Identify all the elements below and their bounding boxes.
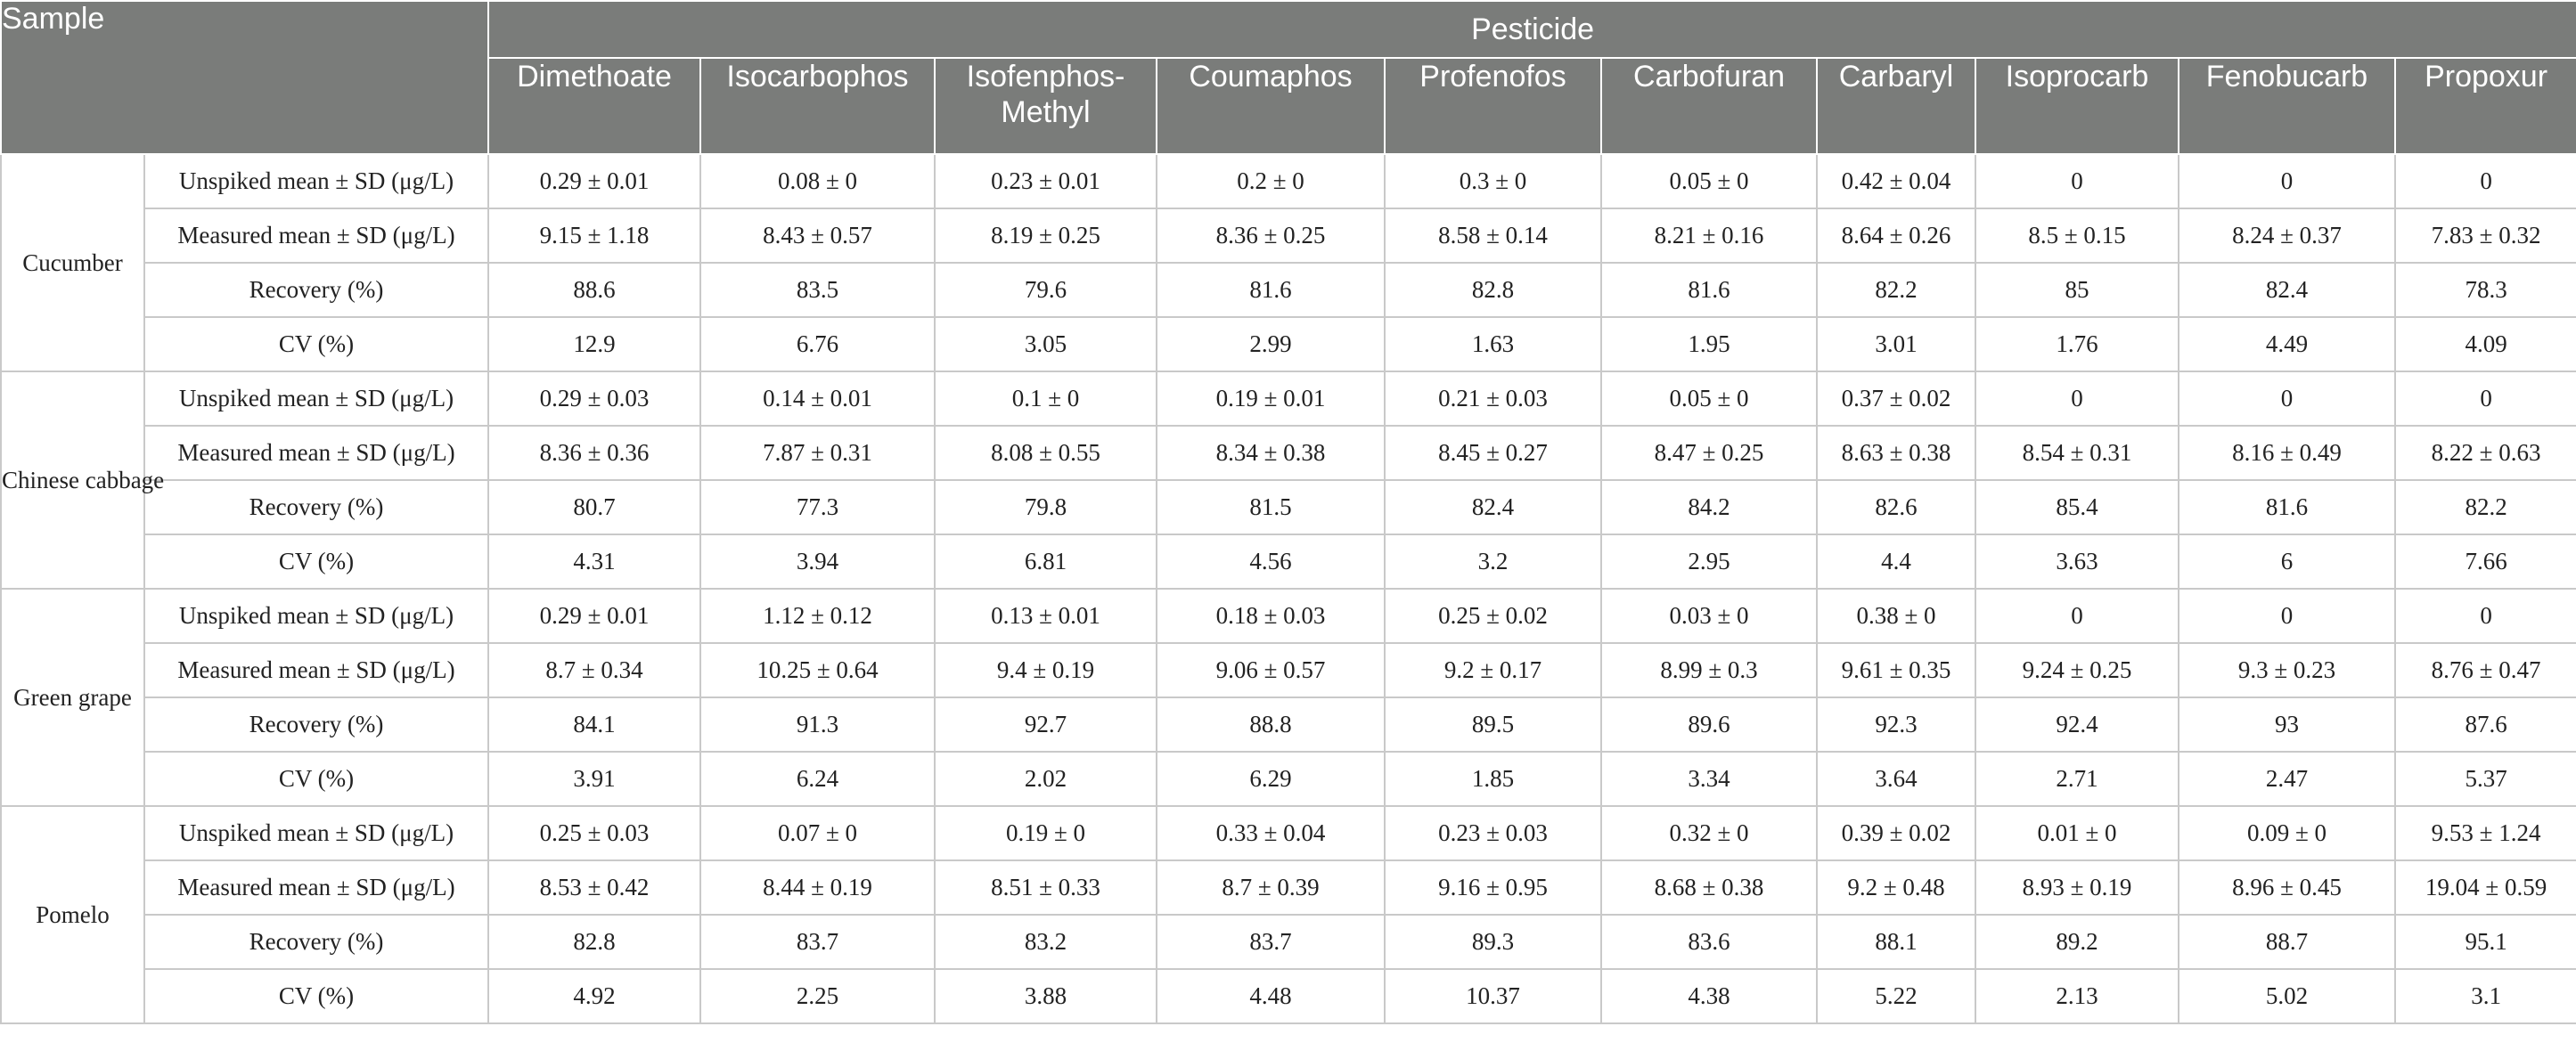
sample-name-cell: Chinese cabbage bbox=[1, 371, 144, 589]
value-cell: 82.8 bbox=[488, 915, 700, 969]
value-cell: 83.7 bbox=[1157, 915, 1385, 969]
metric-label-cell: Measured mean ± SD (μg/L) bbox=[144, 643, 488, 697]
value-cell: 8.99 ± 0.3 bbox=[1601, 643, 1817, 697]
value-cell: 0 bbox=[2179, 154, 2395, 208]
value-cell: 77.3 bbox=[700, 480, 935, 534]
value-cell: 0 bbox=[2395, 589, 2576, 643]
value-cell: 87.6 bbox=[2395, 697, 2576, 752]
value-cell: 8.36 ± 0.25 bbox=[1157, 208, 1385, 263]
value-cell: 0.25 ± 0.03 bbox=[488, 806, 700, 860]
header-row-top bbox=[1, 1, 2576, 58]
value-cell: 4.38 bbox=[1601, 969, 1817, 1023]
value-cell: 85.4 bbox=[1975, 480, 2179, 534]
value-cell: 89.5 bbox=[1385, 697, 1601, 752]
table-row bbox=[1, 208, 2576, 263]
value-cell: 8.19 ± 0.25 bbox=[935, 208, 1157, 263]
value-cell: 92.4 bbox=[1975, 697, 2179, 752]
table-row bbox=[1, 317, 2576, 371]
metric-label-cell: Measured mean ± SD (μg/L) bbox=[144, 208, 488, 263]
value-cell: 4.09 bbox=[2395, 317, 2576, 371]
value-cell: 6.24 bbox=[700, 752, 935, 806]
value-cell: 0.03 ± 0 bbox=[1601, 589, 1817, 643]
value-cell: 8.64 ± 0.26 bbox=[1817, 208, 1975, 263]
table-row bbox=[1, 697, 2576, 752]
value-cell: 9.2 ± 0.17 bbox=[1385, 643, 1601, 697]
metric-label-cell: Measured mean ± SD (μg/L) bbox=[144, 860, 488, 915]
value-cell: 1.76 bbox=[1975, 317, 2179, 371]
value-cell: 88.6 bbox=[488, 263, 700, 317]
value-cell: 8.76 ± 0.47 bbox=[2395, 643, 2576, 697]
value-cell: 0.29 ± 0.01 bbox=[488, 589, 700, 643]
pesticide-col-isoprocarb: Isoprocarb bbox=[1975, 58, 2179, 154]
value-cell: 95.1 bbox=[2395, 915, 2576, 969]
value-cell: 5.22 bbox=[1817, 969, 1975, 1023]
value-cell: 4.31 bbox=[488, 534, 700, 589]
value-cell: 0.13 ± 0.01 bbox=[935, 589, 1157, 643]
value-cell: 9.24 ± 0.25 bbox=[1975, 643, 2179, 697]
metric-label-cell: Unspiked mean ± SD (μg/L) bbox=[144, 371, 488, 426]
value-cell: 5.02 bbox=[2179, 969, 2395, 1023]
value-cell: 5.37 bbox=[2395, 752, 2576, 806]
table-row bbox=[1, 915, 2576, 969]
value-cell: 9.2 ± 0.48 bbox=[1817, 860, 1975, 915]
value-cell: 0.2 ± 0 bbox=[1157, 154, 1385, 208]
value-cell: 0.39 ± 0.02 bbox=[1817, 806, 1975, 860]
metric-label-cell: Recovery (%) bbox=[144, 697, 488, 752]
value-cell: 92.7 bbox=[935, 697, 1157, 752]
value-cell: 0 bbox=[1975, 371, 2179, 426]
value-cell: 0.42 ± 0.04 bbox=[1817, 154, 1975, 208]
value-cell: 7.87 ± 0.31 bbox=[700, 426, 935, 480]
value-cell: 6 bbox=[2179, 534, 2395, 589]
value-cell: 8.93 ± 0.19 bbox=[1975, 860, 2179, 915]
value-cell: 89.3 bbox=[1385, 915, 1601, 969]
value-cell: 3.91 bbox=[488, 752, 700, 806]
table-row bbox=[1, 860, 2576, 915]
metric-label-cell: Unspiked mean ± SD (μg/L) bbox=[144, 589, 488, 643]
value-cell: 8.53 ± 0.42 bbox=[488, 860, 700, 915]
value-cell: 82.6 bbox=[1817, 480, 1975, 534]
value-cell: 0.37 ± 0.02 bbox=[1817, 371, 1975, 426]
metric-label-cell: CV (%) bbox=[144, 969, 488, 1023]
metric-label-cell: CV (%) bbox=[144, 752, 488, 806]
value-cell: 92.3 bbox=[1817, 697, 1975, 752]
pesticide-col-fenobucarb: Fenobucarb bbox=[2179, 58, 2395, 154]
value-cell: 0 bbox=[2395, 154, 2576, 208]
value-cell: 82.2 bbox=[1817, 263, 1975, 317]
table-row bbox=[1, 480, 2576, 534]
value-cell: 83.2 bbox=[935, 915, 1157, 969]
value-cell: 0.33 ± 0.04 bbox=[1157, 806, 1385, 860]
value-cell: 9.16 ± 0.95 bbox=[1385, 860, 1601, 915]
value-cell: 0 bbox=[2395, 371, 2576, 426]
value-cell: 82.4 bbox=[2179, 263, 2395, 317]
value-cell: 82.4 bbox=[1385, 480, 1601, 534]
value-cell: 89.2 bbox=[1975, 915, 2179, 969]
sample-header: Sample bbox=[1, 1, 488, 154]
value-cell: 8.36 ± 0.36 bbox=[488, 426, 700, 480]
value-cell: 6.29 bbox=[1157, 752, 1385, 806]
value-cell: 0.38 ± 0 bbox=[1817, 589, 1975, 643]
value-cell: 2.71 bbox=[1975, 752, 2179, 806]
value-cell: 3.05 bbox=[935, 317, 1157, 371]
value-cell: 9.53 ± 1.24 bbox=[2395, 806, 2576, 860]
metric-label-cell: Measured mean ± SD (μg/L) bbox=[144, 426, 488, 480]
value-cell: 2.47 bbox=[2179, 752, 2395, 806]
metric-label-cell: CV (%) bbox=[144, 534, 488, 589]
value-cell: 8.58 ± 0.14 bbox=[1385, 208, 1601, 263]
value-cell: 3.64 bbox=[1817, 752, 1975, 806]
value-cell: 9.4 ± 0.19 bbox=[935, 643, 1157, 697]
value-cell: 0.25 ± 0.02 bbox=[1385, 589, 1601, 643]
value-cell: 6.76 bbox=[700, 317, 935, 371]
pesticide-col-coumaphos: Coumaphos bbox=[1157, 58, 1385, 154]
value-cell: 84.1 bbox=[488, 697, 700, 752]
value-cell: 2.99 bbox=[1157, 317, 1385, 371]
value-cell: 0.3 ± 0 bbox=[1385, 154, 1601, 208]
value-cell: 0.23 ± 0.01 bbox=[935, 154, 1157, 208]
value-cell: 89.6 bbox=[1601, 697, 1817, 752]
table-row bbox=[1, 154, 2576, 208]
value-cell: 4.92 bbox=[488, 969, 700, 1023]
value-cell: 1.63 bbox=[1385, 317, 1601, 371]
value-cell: 2.02 bbox=[935, 752, 1157, 806]
value-cell: 4.4 bbox=[1817, 534, 1975, 589]
value-cell: 9.06 ± 0.57 bbox=[1157, 643, 1385, 697]
value-cell: 12.9 bbox=[488, 317, 700, 371]
value-cell: 88.8 bbox=[1157, 697, 1385, 752]
value-cell: 4.56 bbox=[1157, 534, 1385, 589]
value-cell: 81.6 bbox=[2179, 480, 2395, 534]
value-cell: 3.63 bbox=[1975, 534, 2179, 589]
table-row bbox=[1, 426, 2576, 480]
value-cell: 88.7 bbox=[2179, 915, 2395, 969]
value-cell: 3.2 bbox=[1385, 534, 1601, 589]
value-cell: 0 bbox=[2179, 371, 2395, 426]
value-cell: 79.6 bbox=[935, 263, 1157, 317]
value-cell: 0.05 ± 0 bbox=[1601, 371, 1817, 426]
metric-label-cell: CV (%) bbox=[144, 317, 488, 371]
value-cell: 8.51 ± 0.33 bbox=[935, 860, 1157, 915]
value-cell: 0.1 ± 0 bbox=[935, 371, 1157, 426]
value-cell: 10.37 bbox=[1385, 969, 1601, 1023]
table-row bbox=[1, 806, 2576, 860]
value-cell: 0.18 ± 0.03 bbox=[1157, 589, 1385, 643]
pesticide-col-profenofos: Profenofos bbox=[1385, 58, 1601, 154]
pesticide-col-carbaryl: Carbaryl bbox=[1817, 58, 1975, 154]
table-row bbox=[1, 263, 2576, 317]
value-cell: 8.34 ± 0.38 bbox=[1157, 426, 1385, 480]
table-row bbox=[1, 371, 2576, 426]
value-cell: 0.05 ± 0 bbox=[1601, 154, 1817, 208]
value-cell: 0.09 ± 0 bbox=[2179, 806, 2395, 860]
value-cell: 8.96 ± 0.45 bbox=[2179, 860, 2395, 915]
value-cell: 84.2 bbox=[1601, 480, 1817, 534]
sample-name-cell: Green grape bbox=[1, 589, 144, 806]
table-row bbox=[1, 589, 2576, 643]
value-cell: 3.94 bbox=[700, 534, 935, 589]
value-cell: 2.95 bbox=[1601, 534, 1817, 589]
value-cell: 2.13 bbox=[1975, 969, 2179, 1023]
value-cell: 80.7 bbox=[488, 480, 700, 534]
value-cell: 81.6 bbox=[1157, 263, 1385, 317]
value-cell: 83.6 bbox=[1601, 915, 1817, 969]
value-cell: 0.29 ± 0.03 bbox=[488, 371, 700, 426]
value-cell: 83.7 bbox=[700, 915, 935, 969]
value-cell: 1.85 bbox=[1385, 752, 1601, 806]
metric-label-cell: Unspiked mean ± SD (μg/L) bbox=[144, 806, 488, 860]
value-cell: 7.83 ± 0.32 bbox=[2395, 208, 2576, 263]
value-cell: 3.88 bbox=[935, 969, 1157, 1023]
sample-name-cell: Pomelo bbox=[1, 806, 144, 1023]
value-cell: 4.48 bbox=[1157, 969, 1385, 1023]
pesticide-col-propoxur: Propoxur bbox=[2395, 58, 2576, 154]
value-cell: 8.08 ± 0.55 bbox=[935, 426, 1157, 480]
value-cell: 8.5 ± 0.15 bbox=[1975, 208, 2179, 263]
value-cell: 1.12 ± 0.12 bbox=[700, 589, 935, 643]
value-cell: 0.23 ± 0.03 bbox=[1385, 806, 1601, 860]
value-cell: 82.8 bbox=[1385, 263, 1601, 317]
pesticide-header: Pesticide bbox=[488, 1, 2576, 58]
value-cell: 8.63 ± 0.38 bbox=[1817, 426, 1975, 480]
value-cell: 8.7 ± 0.39 bbox=[1157, 860, 1385, 915]
value-cell: 8.43 ± 0.57 bbox=[700, 208, 935, 263]
value-cell: 8.47 ± 0.25 bbox=[1601, 426, 1817, 480]
value-cell: 7.66 bbox=[2395, 534, 2576, 589]
value-cell: 0.07 ± 0 bbox=[700, 806, 935, 860]
table-body bbox=[1, 154, 2576, 1023]
value-cell: 6.81 bbox=[935, 534, 1157, 589]
value-cell: 9.3 ± 0.23 bbox=[2179, 643, 2395, 697]
value-cell: 0.32 ± 0 bbox=[1601, 806, 1817, 860]
value-cell: 3.1 bbox=[2395, 969, 2576, 1023]
value-cell: 8.21 ± 0.16 bbox=[1601, 208, 1817, 263]
metric-label-cell: Recovery (%) bbox=[144, 915, 488, 969]
table-row bbox=[1, 752, 2576, 806]
value-cell: 8.16 ± 0.49 bbox=[2179, 426, 2395, 480]
value-cell: 0.19 ± 0.01 bbox=[1157, 371, 1385, 426]
metric-label-cell: Recovery (%) bbox=[144, 263, 488, 317]
value-cell: 10.25 ± 0.64 bbox=[700, 643, 935, 697]
value-cell: 91.3 bbox=[700, 697, 935, 752]
value-cell: 8.7 ± 0.34 bbox=[488, 643, 700, 697]
table-row bbox=[1, 643, 2576, 697]
value-cell: 8.44 ± 0.19 bbox=[700, 860, 935, 915]
value-cell: 82.2 bbox=[2395, 480, 2576, 534]
value-cell: 9.15 ± 1.18 bbox=[488, 208, 700, 263]
value-cell: 0.01 ± 0 bbox=[1975, 806, 2179, 860]
pesticide-col-isocarbophos: Isocarbophos bbox=[700, 58, 935, 154]
value-cell: 8.22 ± 0.63 bbox=[2395, 426, 2576, 480]
value-cell: 0.08 ± 0 bbox=[700, 154, 935, 208]
table-row bbox=[1, 969, 2576, 1023]
metric-label-cell: Recovery (%) bbox=[144, 480, 488, 534]
value-cell: 3.01 bbox=[1817, 317, 1975, 371]
value-cell: 1.95 bbox=[1601, 317, 1817, 371]
value-cell: 0 bbox=[1975, 154, 2179, 208]
pesticide-col-carbofuran: Carbofuran bbox=[1601, 58, 1817, 154]
value-cell: 83.5 bbox=[700, 263, 935, 317]
value-cell: 8.24 ± 0.37 bbox=[2179, 208, 2395, 263]
value-cell: 4.49 bbox=[2179, 317, 2395, 371]
pesticide-col-dimethoate: Dimethoate bbox=[488, 58, 700, 154]
value-cell: 0.21 ± 0.03 bbox=[1385, 371, 1601, 426]
value-cell: 19.04 ± 0.59 bbox=[2395, 860, 2576, 915]
value-cell: 0 bbox=[2179, 589, 2395, 643]
metric-label-cell: Unspiked mean ± SD (μg/L) bbox=[144, 154, 488, 208]
value-cell: 2.25 bbox=[700, 969, 935, 1023]
value-cell: 79.8 bbox=[935, 480, 1157, 534]
value-cell: 8.54 ± 0.31 bbox=[1975, 426, 2179, 480]
value-cell: 88.1 bbox=[1817, 915, 1975, 969]
table-row bbox=[1, 534, 2576, 589]
value-cell: 0.14 ± 0.01 bbox=[700, 371, 935, 426]
value-cell: 81.6 bbox=[1601, 263, 1817, 317]
value-cell: 8.45 ± 0.27 bbox=[1385, 426, 1601, 480]
value-cell: 9.61 ± 0.35 bbox=[1817, 643, 1975, 697]
value-cell: 93 bbox=[2179, 697, 2395, 752]
sample-name-cell: Cucumber bbox=[1, 154, 144, 371]
value-cell: 78.3 bbox=[2395, 263, 2576, 317]
value-cell: 85 bbox=[1975, 263, 2179, 317]
value-cell: 8.68 ± 0.38 bbox=[1601, 860, 1817, 915]
value-cell: 3.34 bbox=[1601, 752, 1817, 806]
value-cell: 0.19 ± 0 bbox=[935, 806, 1157, 860]
pesticide-col-isofenphos-methyl: Isofenphos-Methyl bbox=[935, 58, 1157, 154]
value-cell: 0.29 ± 0.01 bbox=[488, 154, 700, 208]
value-cell: 81.5 bbox=[1157, 480, 1385, 534]
value-cell: 0 bbox=[1975, 589, 2179, 643]
